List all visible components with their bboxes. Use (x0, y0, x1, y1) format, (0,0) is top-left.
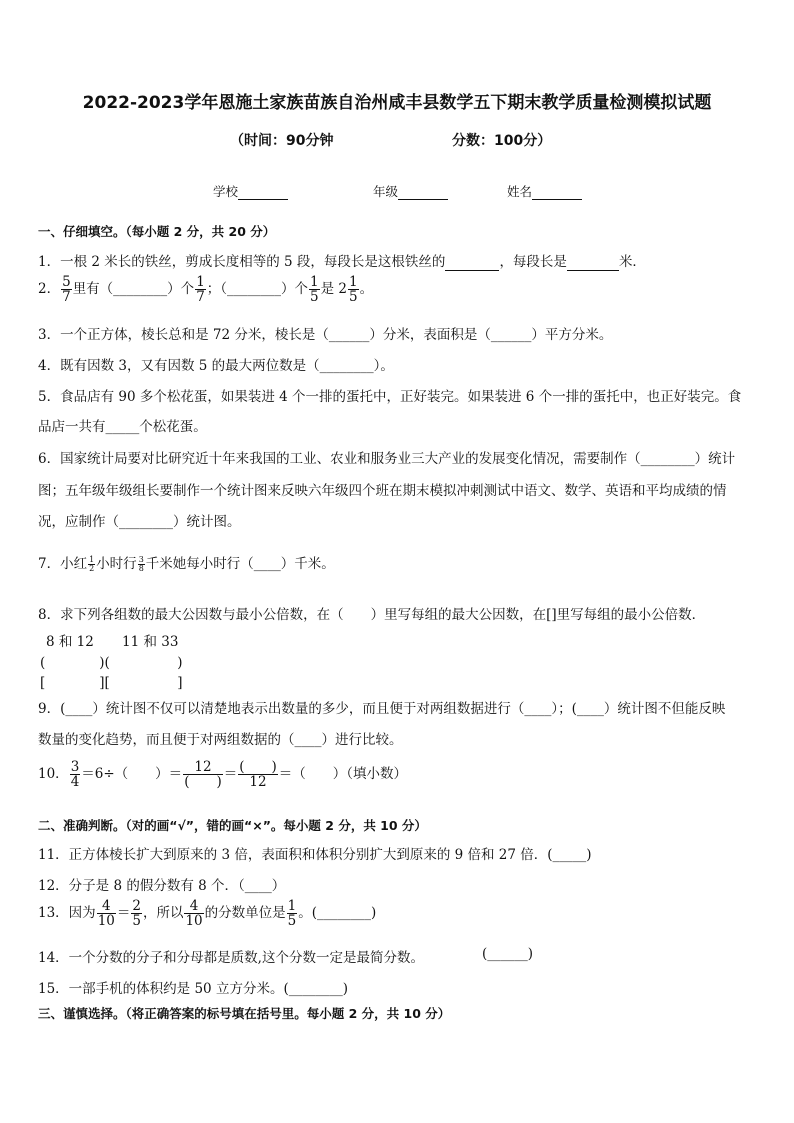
grade-blank[interactable] (398, 184, 448, 200)
exam-score: 分数：100分） (452, 133, 552, 149)
numerator: 1 (287, 898, 297, 914)
q13-text-d: 的分数单位是 (204, 905, 286, 922)
numerator: 1 (89, 554, 95, 564)
denominator: 2 (89, 564, 95, 573)
question-8: 8．求下列各组数的最大公因数与最小公倍数，在（ ）里写每组的最大公因数，在[]里写每组的最小公倍数． (38, 607, 706, 623)
denominator: 8 (138, 564, 144, 573)
question-6-line-3: 况，应制作（________）统计图。 (38, 514, 241, 530)
q2-text-a: 里有（________）个 (72, 281, 195, 298)
question-5-line-2: 品店一共有_____个松花蛋。 (38, 419, 207, 435)
question-9-line-2: 数量的变化趋势，而且便于对两组数据的（____）进行比较。 (38, 732, 403, 748)
question-11: 11．正方体棱长扩大到原来的 3 倍，表面积和体积分别扩大到原来的 9 倍和 27 倍．(_____) (38, 847, 592, 863)
denominator: 5 (310, 289, 319, 306)
question-2 (38, 275, 373, 304)
section-3-heading: 三、谨慎选择。（将正确答案的标号填在括号里。每小题 2 分，共 10 分） (38, 1006, 451, 1021)
q10-text-c: ＝（ ）（填小数） (278, 766, 408, 783)
q7-text-c: 千米她每小时行（____）千米。 (145, 556, 335, 572)
question-6-line-1: 6．国家统计局要对比研究近十年来我国的工业、农业和服务业三大产业的发展变化情况，需要制作（________）统计 (38, 451, 736, 467)
question-14: 14．一个分数的分子和分母都是质数,这个分数一定是最简分数。 (38, 950, 424, 966)
q8-gcd-row[interactable]: ( )( ) (40, 655, 183, 671)
numerator: 1 (310, 274, 319, 290)
denominator: 5 (349, 289, 358, 306)
numerator: 4 (184, 899, 203, 914)
school-label: 学校 (213, 184, 239, 199)
fraction (184, 899, 203, 928)
fraction (138, 556, 145, 574)
q8-group-2: 11 和 33 (122, 634, 179, 650)
fraction (61, 275, 72, 304)
question-13 (38, 899, 376, 928)
denominator: 5 (287, 913, 297, 930)
q1-blank-1[interactable] (445, 254, 499, 271)
fraction (309, 275, 320, 304)
question-9-line-1: 9．(____）统计图不仅可以清楚地表示出数量的多少，而且便于对两组数据进行（____）；(____）统计图不但能反映 (38, 701, 726, 717)
denominator: 4 (70, 774, 80, 791)
q2-text-d: 。 (359, 281, 374, 298)
fraction (195, 275, 206, 304)
denominator: 10 (97, 913, 115, 930)
question-1 (38, 250, 646, 271)
numerator: 1 (196, 274, 205, 290)
q10-text-a: ＝6÷（ ）＝ (81, 766, 183, 783)
q1-text-c: 米． (618, 254, 646, 270)
numerator: 12 (183, 760, 223, 775)
question-10 (38, 760, 407, 789)
q8-group-1: 8 和 12 (46, 634, 94, 650)
q13-text-a: 13．因为 (38, 905, 96, 922)
numerator: ( ) (239, 759, 277, 775)
fraction (287, 899, 298, 928)
question-6-line-2: 图；五年级年级组长要制作一个统计图来反映六年级四个班在期末模拟冲刺测试中语文、数学、英语和平均成绩的情 (38, 483, 727, 499)
q2-text-c: 是 2 (320, 281, 348, 298)
denominator: 12 (249, 774, 267, 791)
name-field (507, 182, 582, 200)
denominator: 5 (132, 913, 141, 930)
page-title: 2022-2023学年恩施土家族苗族自治州咸丰县数学五下期末教学质量检测模拟试题 (82, 93, 712, 113)
fraction (348, 275, 359, 304)
q1-text-b: ，每段长是 (499, 254, 567, 270)
question-12: 12．分子是 8 的假分数有 8 个．（____） (38, 878, 286, 894)
school-blank[interactable] (238, 184, 288, 200)
question-3: 3．一个正方体，棱长总和是 72 分米，棱长是（______）分米，表面积是（______）平方分米。 (38, 327, 613, 343)
question-15: 15．一部手机的体积约是 50 立方分米。(________) (38, 981, 348, 997)
numerator: 3 (70, 759, 80, 775)
fraction (70, 760, 81, 789)
question-7 (38, 552, 335, 573)
denominator: ( ) (184, 774, 222, 791)
numerator: 1 (349, 274, 358, 290)
q1-text-a: 1．一根 2 米长的铁丝，剪成长度相等的 5 段，每段长是这根铁丝的 (38, 254, 446, 270)
q1-blank-2[interactable] (567, 254, 619, 271)
numerator: 3 (138, 554, 144, 564)
q13-text-e: 。(________) (298, 905, 377, 922)
denominator: 10 (185, 913, 203, 930)
q8-lcm-row[interactable]: [ ][ ] (40, 675, 183, 691)
q7-text-b: 小时行 (96, 556, 137, 572)
fraction (238, 760, 278, 789)
denominator: 7 (62, 289, 71, 306)
exam-time: （时间：90分钟 (230, 133, 334, 149)
question-4: 4．既有因数 3，又有因数 5 的最大两位数是（________）。 (38, 358, 394, 374)
numerator: 4 (97, 899, 116, 914)
section-1-heading: 一、仔细填空。（每小题 2 分，共 20 分） (38, 224, 276, 239)
name-label: 姓名 (507, 184, 533, 199)
fraction (88, 556, 95, 574)
q2-text-b: ；（________）个 (206, 281, 309, 298)
q14-answer-blank[interactable]: (______) (482, 946, 534, 962)
fraction (97, 899, 116, 928)
denominator: 7 (196, 289, 205, 306)
section-2-heading: 二、准确判断。（对的画“√”，错的画“×”。每小题 2 分，共 10 分） (38, 818, 427, 833)
school-field (213, 182, 288, 200)
numerator: 5 (62, 274, 71, 290)
numerator: 2 (132, 898, 141, 914)
q10-text-b: ＝ (223, 766, 238, 783)
grade-field (373, 182, 448, 200)
grade-label: 年级 (373, 184, 399, 199)
question-5-line-1: 5．食品店有 90 多个松花蛋，如果装进 4 个一排的蛋托中，正好装完。如果装进 6 个一排的蛋托中，也正好装完。食 (38, 389, 742, 405)
name-blank[interactable] (532, 184, 582, 200)
q2-number: 2． (38, 281, 61, 298)
q13-text-b: ＝ (116, 905, 131, 922)
q10-number: 10． (38, 766, 69, 783)
q7-text-a: 7．小红 (38, 556, 88, 572)
fraction (183, 760, 223, 789)
fraction (131, 899, 142, 928)
q13-text-c: ，所以 (142, 905, 184, 922)
